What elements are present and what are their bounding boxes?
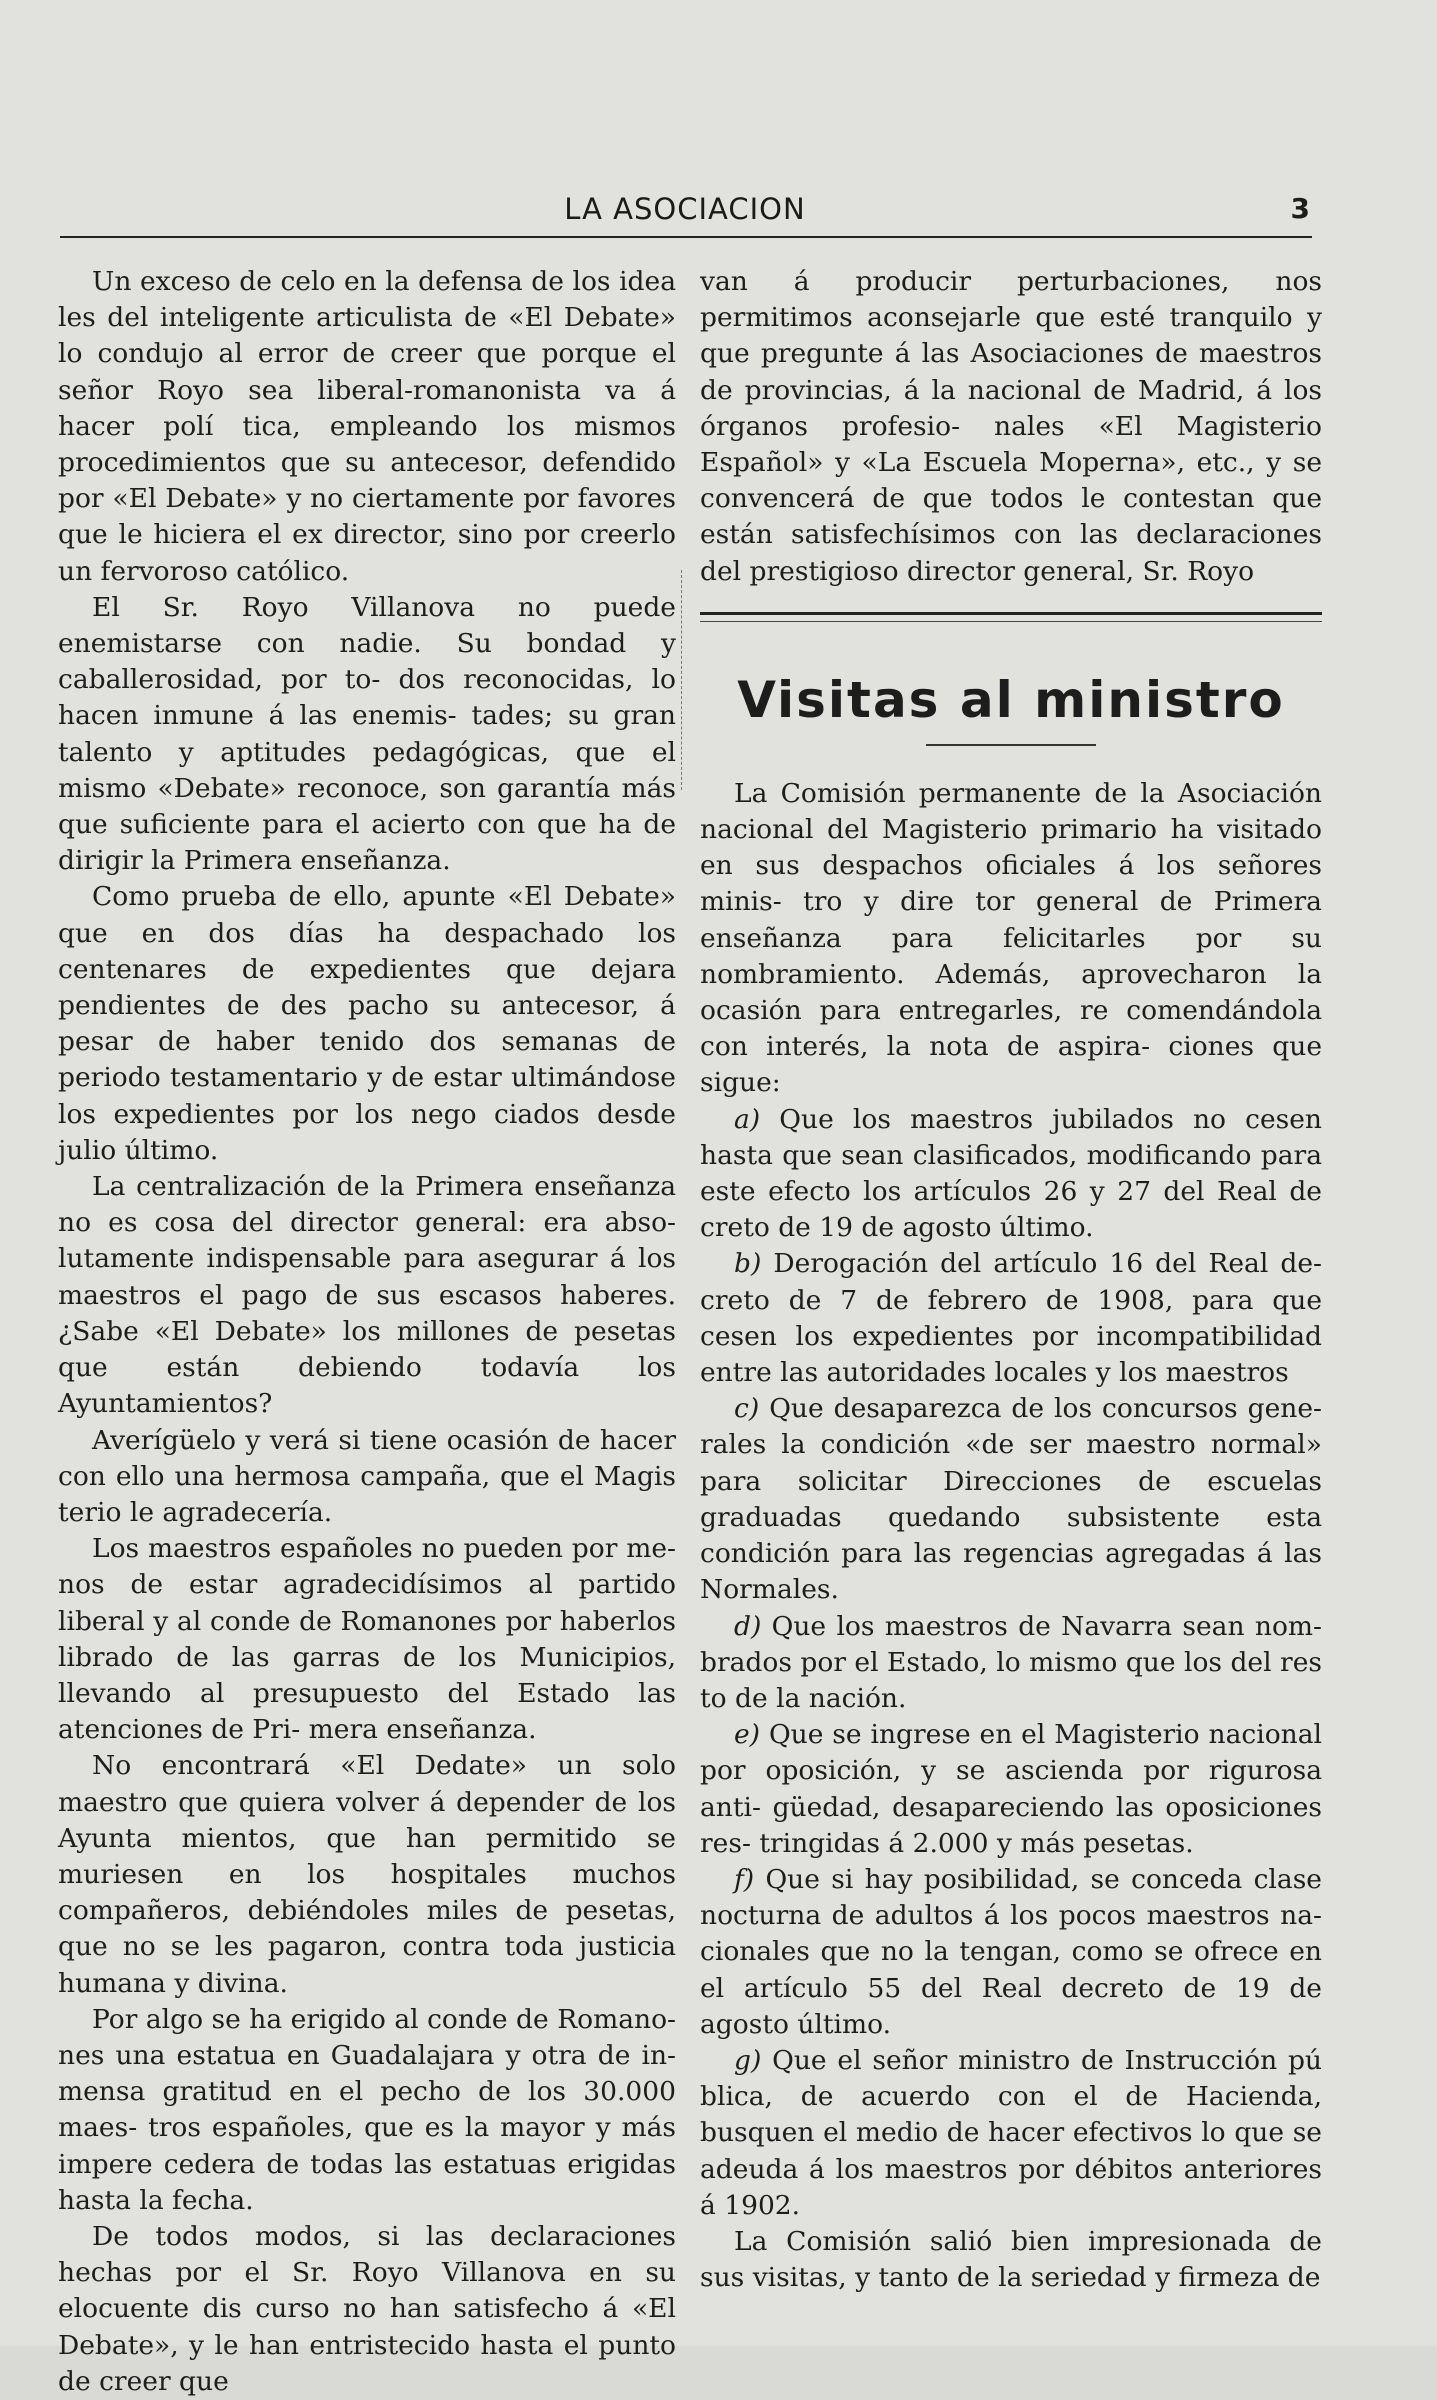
paragraph: Los maestros españoles no pueden por me- nos de estar agradecidísimos al partido liberal y al conde de Romanones por haberlos librado de las garras de los Municipios, llevando al presupuesto del Estado las atenciones de Pri- mera enseñanza.: [58, 1533, 676, 1746]
left-column: [58, 264, 676, 2400]
right-column: [700, 264, 1322, 2296]
paragraph: Como prueba de ello, apunte «El Debate» que en dos días ha despachado los centenares de expedientes que dejara pendientes de des pacho su antecesor, á pesar de haber tenido dos semanas de periodo testamentario y de estar ultimándose los expedientes por los nego ciados desde julio último.: [58, 881, 676, 1166]
title-underline: [926, 744, 1096, 746]
column-divider: [681, 570, 682, 790]
list-item: [700, 1246, 1322, 1391]
item-label: f): [734, 1863, 755, 1895]
item-label: g): [734, 2044, 762, 2076]
paragraph: El Sr. Royo Villanova no puede enemistarse con nadie. Su bondad y caballerosidad, por to- dos reconocidas, lo hacen inmune á las enemis- tades; su gran talento y aptitudes pedagógicas, que el mismo «Debate» reconoce, son garantía más que suficiente para el acierto con que ha de dirigir la Primera enseñanza.: [58, 591, 676, 877]
item-text: Que los maestros de Navarra sean nom- brados por el Estado, lo mismo que los del res to de la nación.: [700, 1610, 1322, 1714]
list-item: [700, 1391, 1322, 1608]
item-text: Que si hay posibilidad, se conceda clase nocturna de adultos á los pocos maestros na- cionales que no la tengan, como se ofrece en el artículo 55 del Real decreto de 19 de agosto último.: [700, 1863, 1322, 2040]
item-text: Que los maestros jubilados no cesen hasta que sean clasificados, modificando para este efecto los artículos 26 y 27 del Real de creto de 19 de agosto último.: [700, 1103, 1322, 1244]
page-number: 3: [1290, 192, 1310, 225]
page-header: [60, 192, 1310, 232]
item-label: e): [734, 1719, 761, 1751]
paragraph: De todos modos, si las declaraciones hechas por el Sr. Royo Villanova en su elocuente dis curso no han satisfecho á «El Debate», y le han entristecido hasta el punto de creer que: [58, 2220, 676, 2397]
list-item: [700, 1717, 1322, 1862]
section-title: Visitas al ministro: [737, 670, 1285, 729]
item-text: Que desaparezca de los concursos gene- rales la condición «de ser maestro normal» para solicitar Direcciones de escuelas graduadas quedando subsistente esta condición para las regencias agregadas á las Normales.: [700, 1393, 1322, 1606]
intro-paragraph: La Comisión permanente de la Asociación nacional del Magisterio primario ha visitado en sus despachos oficiales á los señores minis- tro y dire tor general de Primera enseñanza para felicitarles por su nombramiento. Además, aprovecharon la ocasión para entregarles, re comendándola con interés, la nota de aspira- ciones que sigue:: [700, 777, 1322, 1099]
list-item: [700, 1102, 1322, 1247]
section-rule: [700, 612, 1322, 622]
item-label: b): [734, 1248, 762, 1280]
item-text: Que el señor ministro de Instrucción pú blica, de acuerdo con el de Hacienda, busquen el medio de hacer efectivos lo que se adeuda á los maestros por débitos anteriores á 1902.: [700, 2044, 1322, 2221]
header-rule: [60, 236, 1312, 238]
item-label: d): [734, 1610, 762, 1642]
paragraph: Un exceso de celo en la defensa de los idea les del inteligente articulista de «El Debate» lo condujo al error de creer que porque el señor Royo sea liberal-romanonista va á hacer polí tica, empleando los mismos procedimientos que su antecesor, defendido por «El Debate» y no ciertamente por favores que le hiciera el ex director, sino por creerlo un fervoroso católico.: [58, 266, 676, 587]
item-label: c): [734, 1393, 760, 1425]
list-item: [700, 1609, 1322, 1718]
closing-paragraph: La Comisión salió bien impresionada de sus visitas, y tanto de la seriedad y firmeza de: [700, 2225, 1322, 2294]
paragraph: La centralización de la Primera enseñanza no es cosa del director general: era abso- lutamente indispensable para asegurar á los maestros el pago de sus escasos haberes. ¿Sabe «El Debate» los millones de pesetas que están debiendo todavía los Ayuntamientos?: [58, 1171, 676, 1420]
list-item: [700, 2043, 1322, 2224]
continued-paragraph: van á producir perturbaciones, nos permitimos aconsejarle que esté tranquilo y que pregunte á las Asociaciones de maestros de provincias, á la nacional de Madrid, á los órganos profesio- nales «El Magisterio Español» y «La Escuela Moperna», etc., y se convencerá de que todos le contestan que están satisfechísimos con las declaraciones del prestigioso director general, Sr. Royo: [700, 266, 1322, 587]
item-text: Derogación del artículo 16 del Real de- creto de 7 de febrero de 1908, para que cesen los expedientes por incompatibilidad entre las autoridades locales y los maestros: [700, 1248, 1322, 1389]
paragraph: No encontrará «El Dedate» un solo maestro que quiera volver á depender de los Ayunta mientos, que han permitido se muriesen en los hospitales muchos compañeros, debiéndoles miles de pesetas, que no se les pagaron, contra toda justicia humana y divina.: [58, 1750, 676, 1999]
paragraph: Por algo se ha erigido al conde de Romano- nes una estatua en Guadalajara y otra de in- mensa gratitud en el pecho de los 30.000 maes- tros españoles, que es la mayor y más impere cedera de todas las estatuas erigidas hasta la fecha.: [58, 2003, 676, 2216]
item-text: Que se ingrese en el Magisterio nacional por oposición, y se ascienda por rigurosa anti- güedad, desapareciendo las oposiciones res- tringidas á 2.000 y más pesetas.: [700, 1719, 1322, 1859]
list-item: [700, 1862, 1322, 2043]
paragraph: Averígüelo y verá si tiene ocasión de hacer con ello una hermosa campaña, que el Magis terio le agradecería.: [58, 1424, 676, 1528]
running-title: LA ASOCIACION: [564, 192, 806, 226]
item-label: a): [734, 1103, 761, 1135]
